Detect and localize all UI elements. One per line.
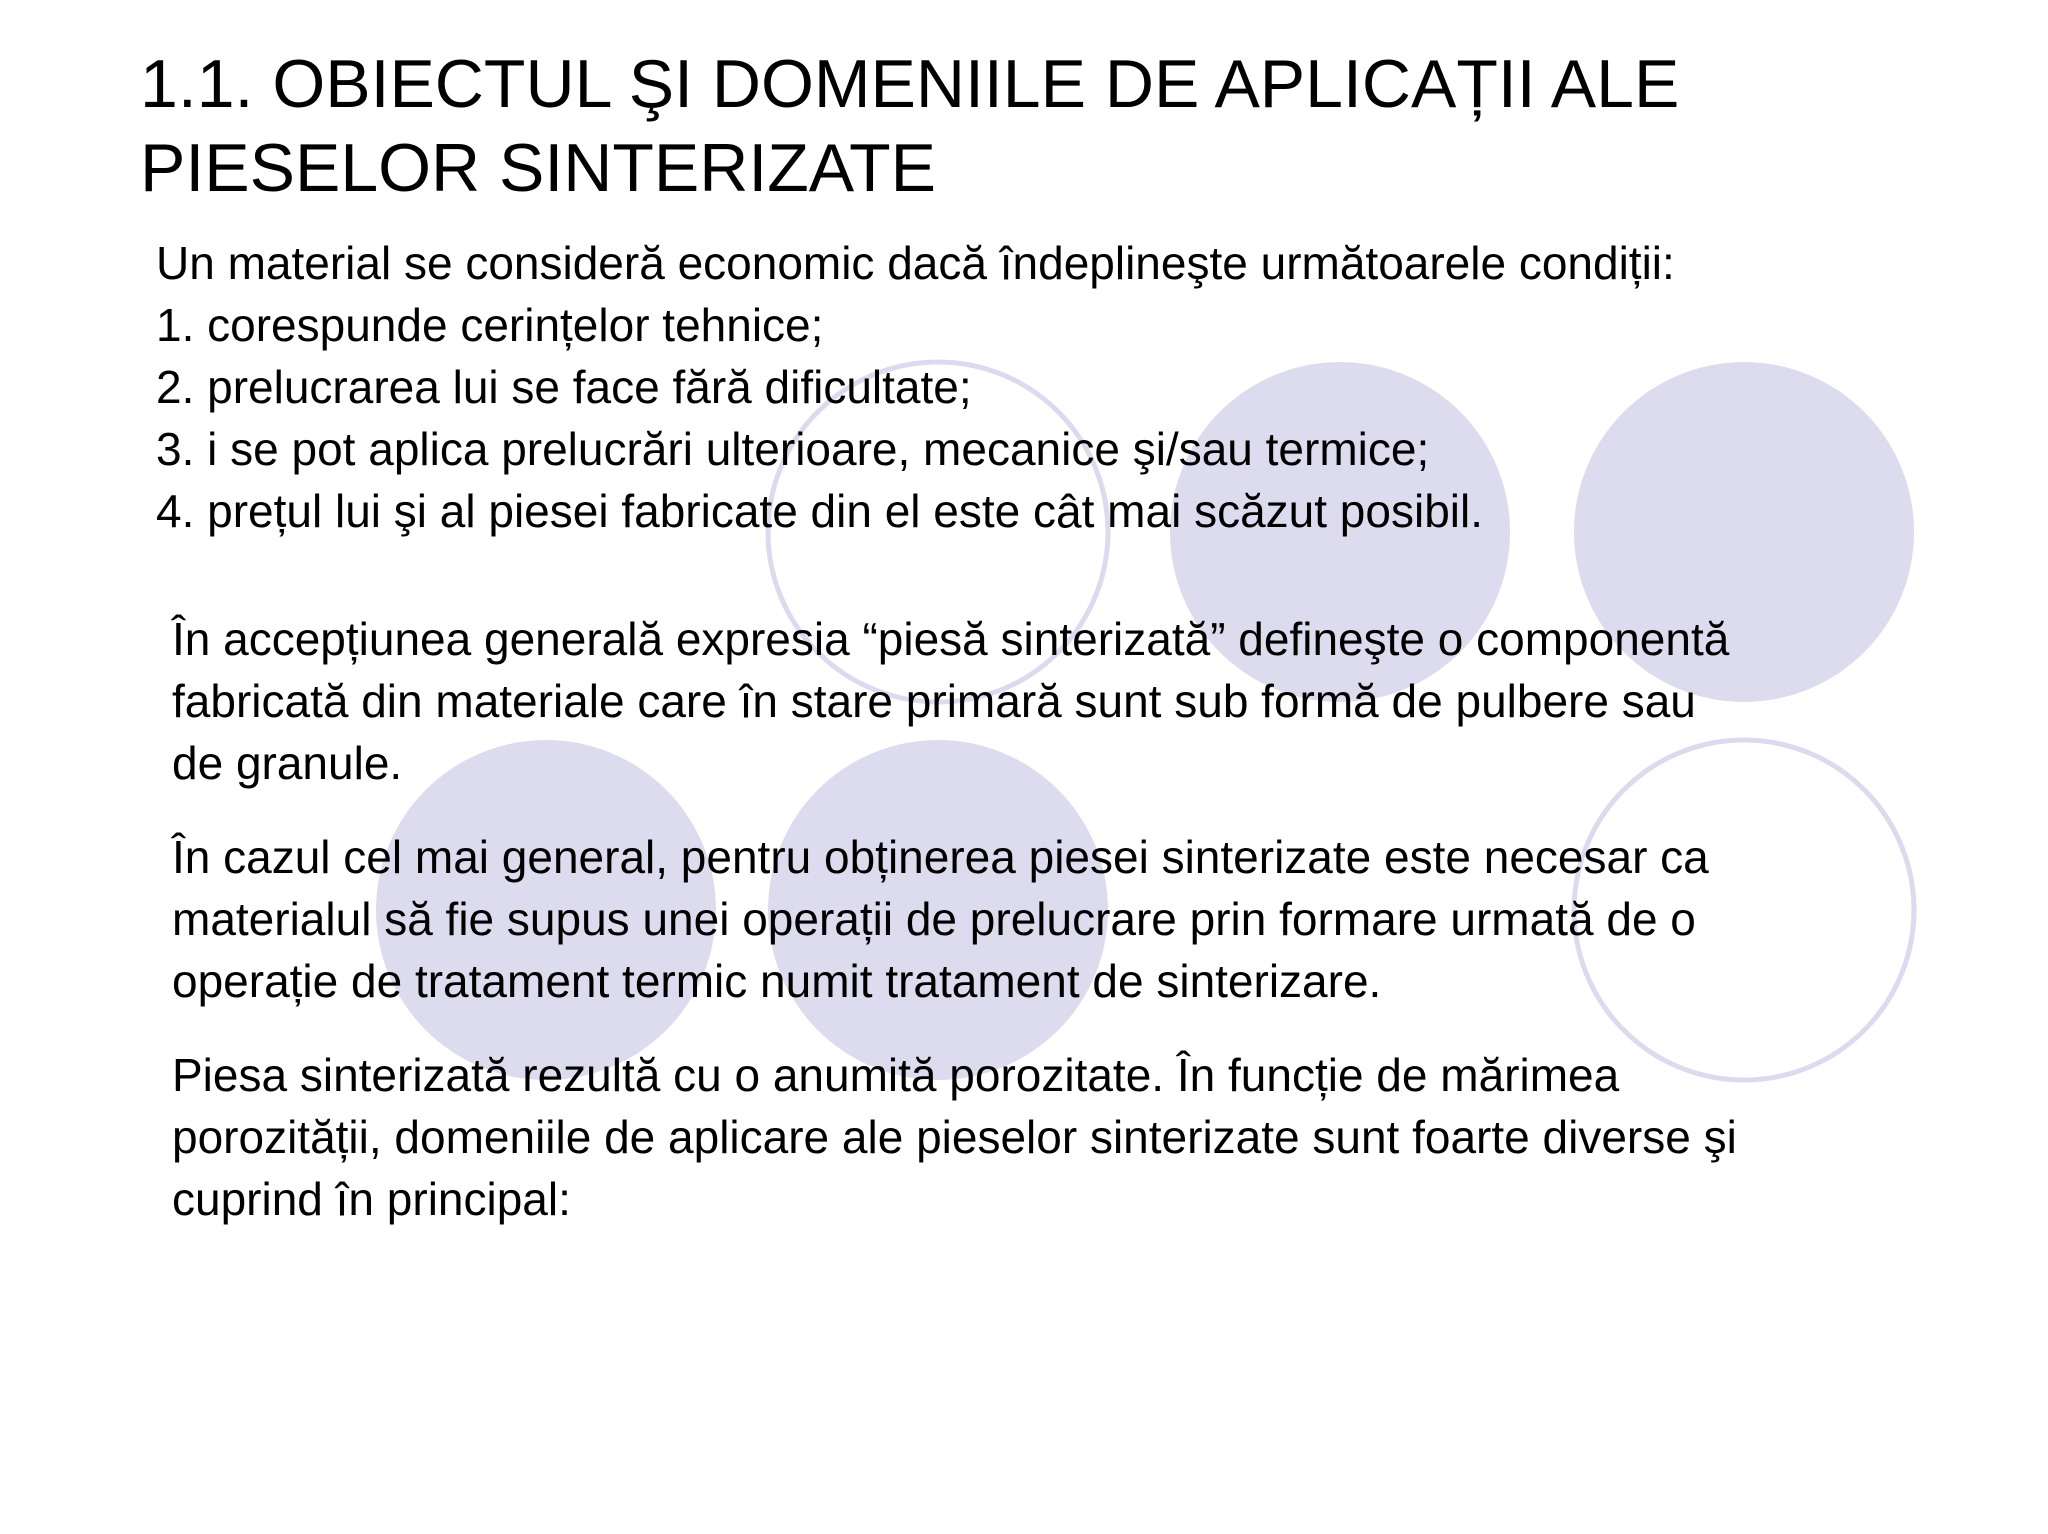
- slide-title: [140, 42, 1940, 210]
- condition-item: 1. corespunde cerințelor tehnice;: [156, 299, 824, 351]
- paragraph-process: [172, 826, 1972, 1012]
- slide-title-line: 1.1. OBIECTUL ŞI DOMENIILE DE APLICAȚII ALE: [140, 46, 1680, 122]
- conditions-block: [156, 232, 1996, 542]
- conditions-intro: Un material se consideră economic dacă îndeplineşte următoarele condiții:: [156, 237, 1675, 289]
- paragraph-line: de granule.: [172, 737, 403, 789]
- paragraph-line: În cazul cel mai general, pentru obținerea piesei sinterizate este necesar ca: [172, 831, 1709, 883]
- paragraph-porosity: [172, 1044, 1972, 1230]
- paragraph-line: Piesa sinterizată rezultă cu o anumită porozitate. În funcție de mărimea: [172, 1049, 1620, 1101]
- paragraph-line: În accepțiunea generală expresia “piesă sinterizată” defineşte o componentă: [172, 613, 1730, 665]
- paragraph-line: cuprind în principal:: [172, 1173, 571, 1225]
- condition-item: 3. i se pot aplica prelucrări ulterioare, mecanice şi/sau termice;: [156, 423, 1430, 475]
- condition-item: 2. prelucrarea lui se face fără dificultate;: [156, 361, 972, 413]
- paragraph-line: operație de tratament termic numit tratament de sinterizare.: [172, 955, 1382, 1007]
- condition-item: 4. prețul lui şi al piesei fabricate din el este cât mai scăzut posibil.: [156, 485, 1483, 537]
- slide-title-line: PIESELOR SINTERIZATE: [140, 130, 937, 206]
- paragraph-line: materialul să fie supus unei operații de prelucrare prin formare urmată de o: [172, 893, 1696, 945]
- paragraph-line: porozității, domeniile de aplicare ale pieselor sinterizate sunt foarte diverse şi: [172, 1111, 1737, 1163]
- paragraph-line: fabricată din materiale care în stare primară sunt sub formă de pulbere sau: [172, 675, 1696, 727]
- paragraph-definition: [172, 608, 1972, 794]
